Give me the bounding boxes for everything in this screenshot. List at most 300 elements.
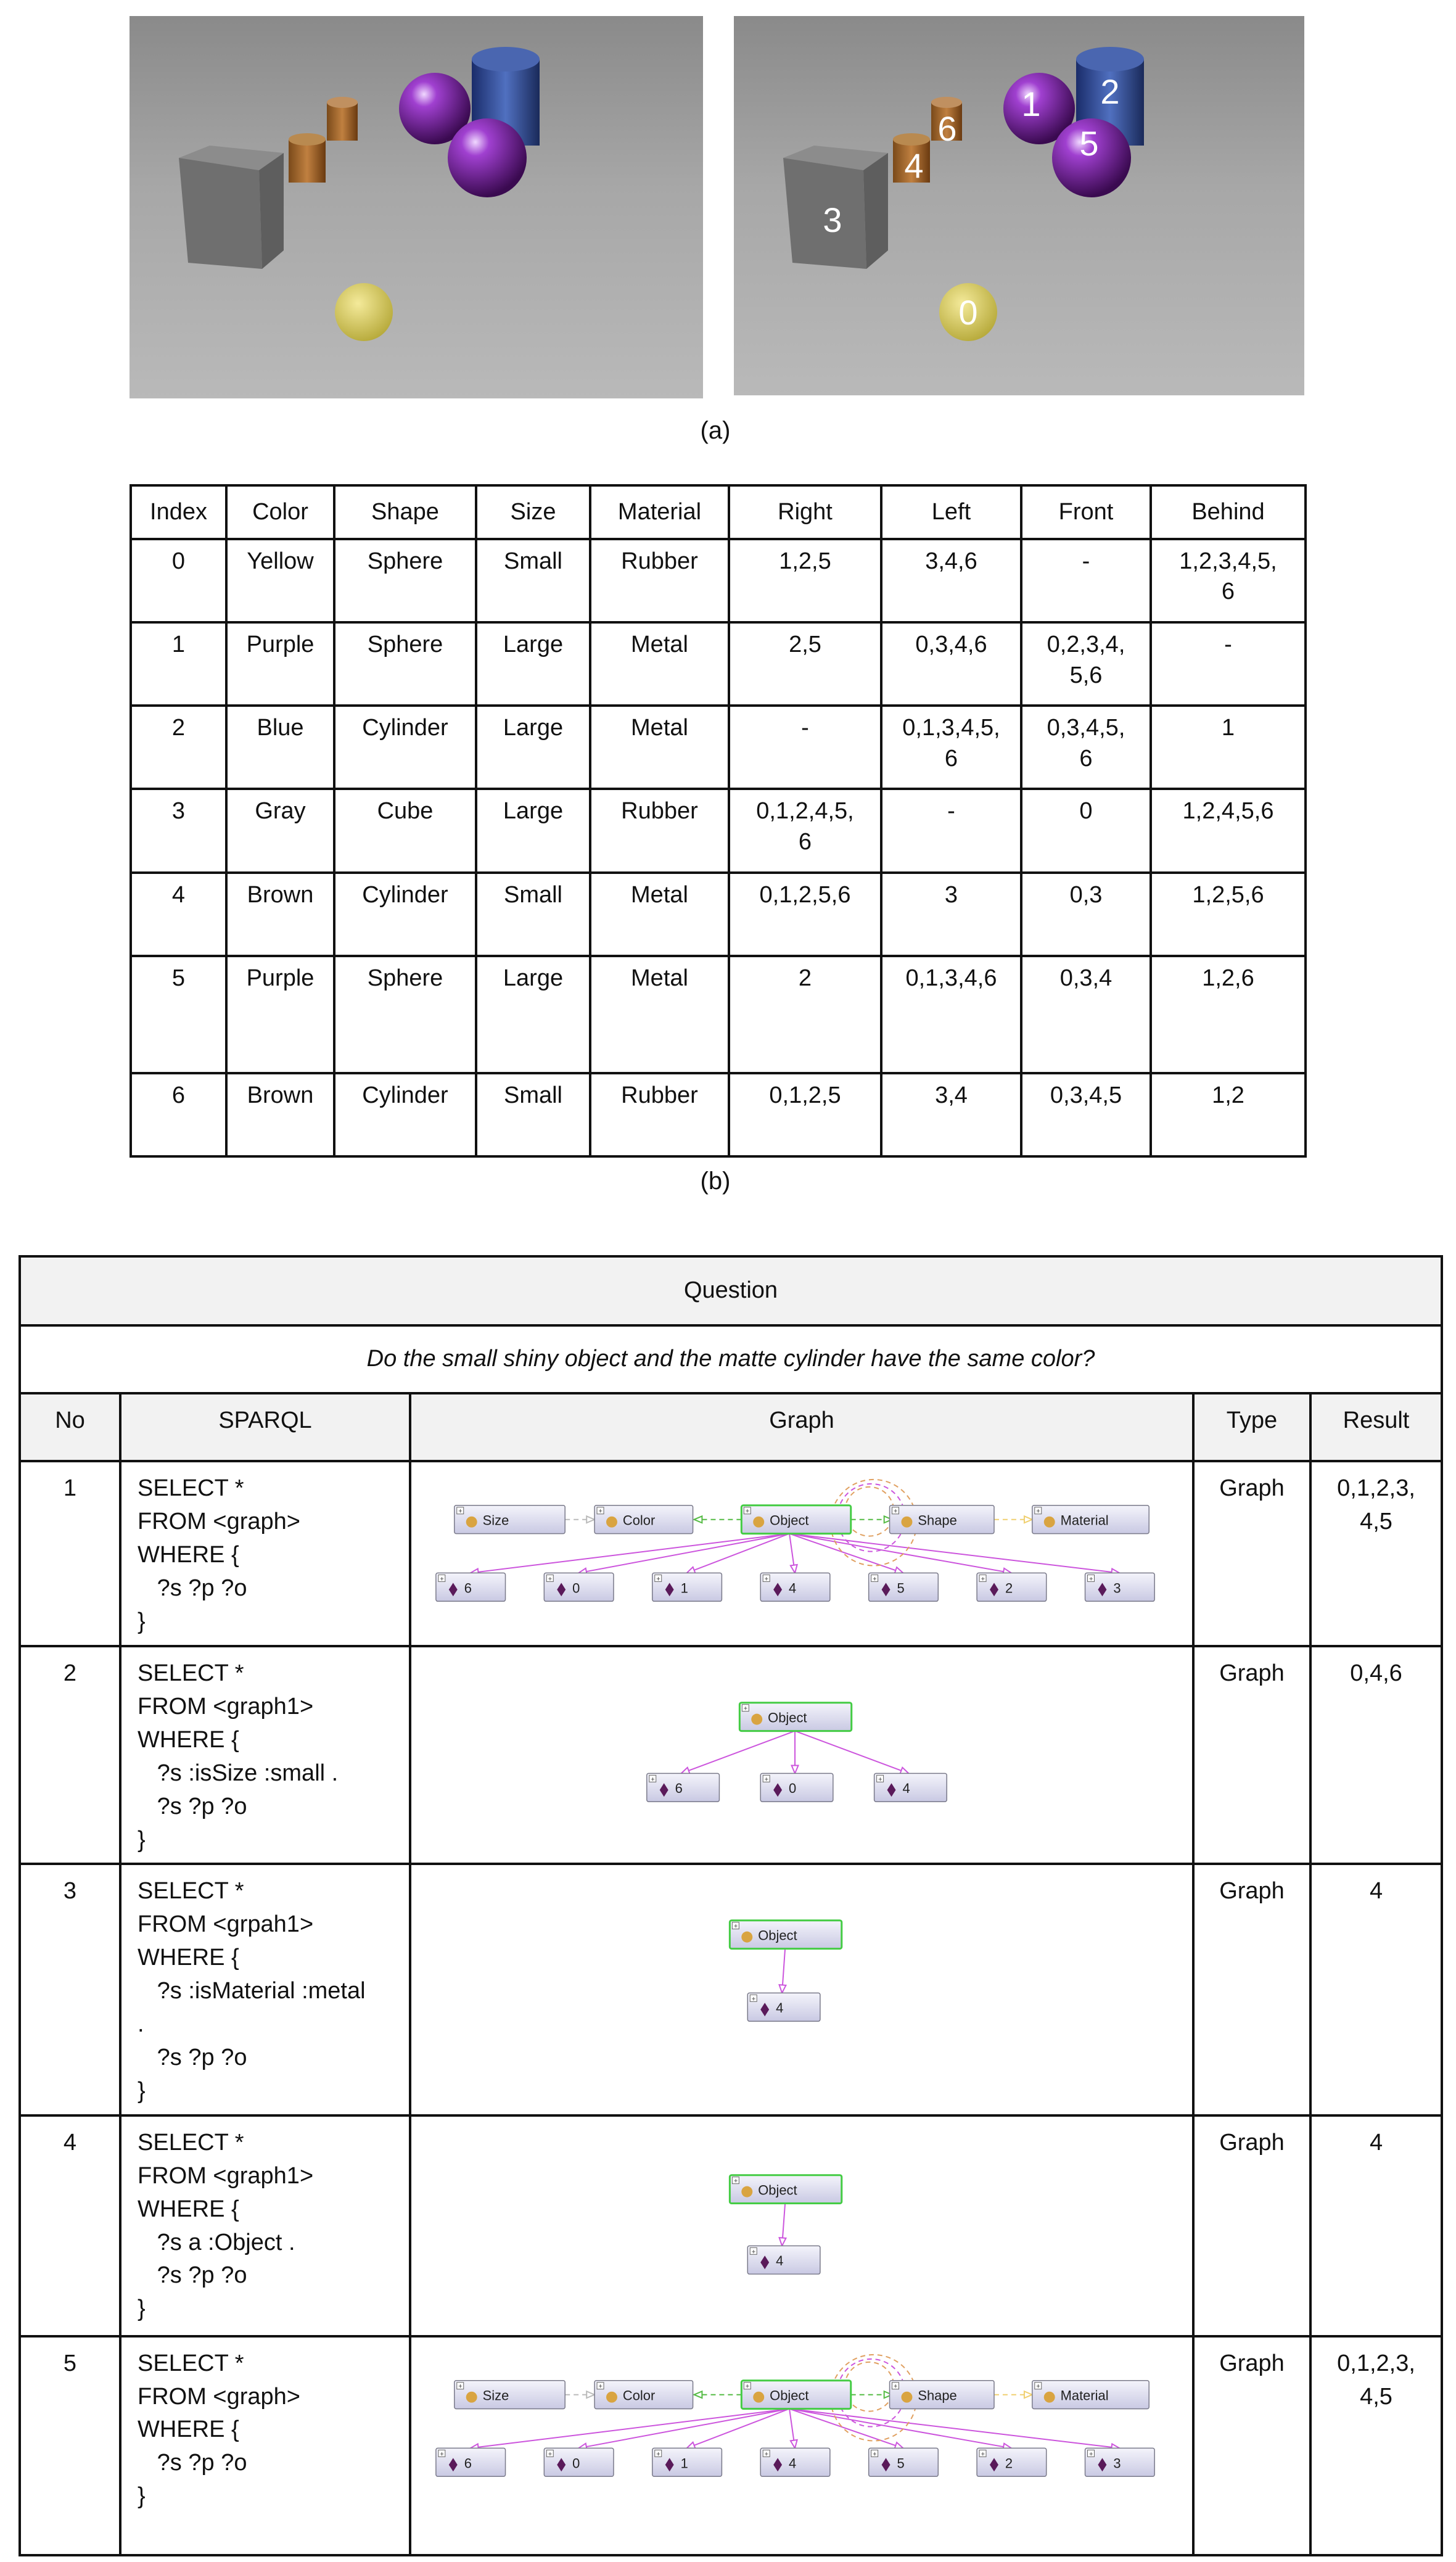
cell-front: - bbox=[1021, 539, 1151, 622]
cell-behind: 1,2,6 bbox=[1151, 956, 1306, 1073]
cell-material: Metal bbox=[590, 873, 729, 956]
class-dot-icon bbox=[606, 2391, 617, 2402]
column-no: No bbox=[20, 1393, 120, 1461]
class-dot-icon bbox=[751, 1714, 762, 1725]
sparql-line: ?s ?p ?o bbox=[138, 1575, 247, 1601]
expand-plus: + bbox=[764, 2450, 769, 2458]
cell-behind: 1,2,3,4,5, 6 bbox=[1151, 539, 1306, 622]
cell-index: 2 bbox=[131, 706, 226, 789]
expand-plus: + bbox=[458, 2383, 463, 2391]
sparql-query bbox=[120, 2115, 410, 2336]
edge-arrowhead bbox=[687, 1567, 696, 1573]
sparql-line: WHERE { bbox=[138, 1726, 239, 1753]
column-sparql: SPARQL bbox=[120, 1393, 410, 1461]
column-graph: Graph bbox=[410, 1393, 1193, 1461]
cell-shape: Cylinder bbox=[334, 873, 476, 956]
expand-plus: + bbox=[1036, 2383, 1040, 2391]
cell-size: Small bbox=[476, 1073, 590, 1156]
class-node[interactable] bbox=[741, 1505, 850, 1534]
sparql-line: ?s :isSize :small . bbox=[138, 1760, 339, 1786]
node-label: 1 bbox=[680, 2455, 688, 2471]
question-header: Question bbox=[20, 1256, 1442, 1325]
node-label: 4 bbox=[789, 1580, 797, 1596]
class-node[interactable] bbox=[730, 1921, 841, 1949]
type-value: Graph bbox=[1193, 1864, 1310, 2115]
ontology-graph bbox=[411, 1865, 1192, 2114]
cell-left: 3,4,6 bbox=[881, 539, 1021, 622]
instance-node[interactable] bbox=[747, 2246, 820, 2274]
instance-node[interactable] bbox=[760, 2448, 830, 2476]
edge bbox=[578, 1534, 789, 1573]
sparql-line: FROM <graph1> bbox=[138, 1694, 314, 1720]
object-label-2: 2 bbox=[1100, 72, 1120, 111]
ontology-graph bbox=[411, 2338, 1192, 2555]
cell-material: Metal bbox=[590, 706, 729, 789]
sparql-line: } bbox=[138, 1826, 146, 1853]
cell-color: Purple bbox=[226, 622, 334, 706]
sparql-query bbox=[120, 1461, 410, 1646]
sparql-line: WHERE { bbox=[138, 1541, 239, 1568]
cell-left: 0,3,4,6 bbox=[881, 622, 1021, 706]
node-label: Object bbox=[768, 1710, 807, 1726]
cell-right: 1,2,5 bbox=[729, 539, 881, 622]
self-loop-edge bbox=[845, 2362, 894, 2411]
sparql-line: WHERE { bbox=[138, 2416, 239, 2443]
row-number: 2 bbox=[20, 1646, 120, 1864]
node-label: Object bbox=[770, 2387, 809, 2403]
question-row bbox=[20, 1646, 1442, 1864]
cell-shape: Sphere bbox=[334, 622, 476, 706]
cell-front: 0,3 bbox=[1021, 873, 1151, 956]
attribute-table bbox=[130, 484, 1307, 1158]
attribute-row bbox=[131, 789, 1306, 872]
instance-node[interactable] bbox=[747, 1993, 820, 2021]
graph-cell bbox=[410, 1461, 1193, 1646]
scene-image-original bbox=[130, 16, 703, 398]
edge-arrowhead bbox=[1024, 2391, 1032, 2398]
cell-behind: 1,2,5,6 bbox=[1151, 873, 1306, 956]
class-node[interactable] bbox=[1032, 2380, 1149, 2408]
edge-arrowhead bbox=[681, 1768, 690, 1774]
edge bbox=[789, 1534, 1119, 1573]
expand-plus: + bbox=[548, 2450, 553, 2458]
expand-plus: + bbox=[1089, 2450, 1093, 2458]
edge-arrowhead bbox=[687, 2442, 696, 2448]
graph-cell bbox=[410, 2336, 1193, 2556]
expand-plus: + bbox=[745, 1507, 750, 1515]
class-dot-icon bbox=[606, 1517, 617, 1528]
question-table bbox=[19, 1255, 1443, 2556]
type-value: Graph bbox=[1193, 1646, 1310, 1864]
expand-plus: + bbox=[878, 1776, 882, 1784]
cell-index: 3 bbox=[131, 789, 226, 872]
node-label: 5 bbox=[897, 2455, 905, 2471]
sparql-query bbox=[120, 1646, 410, 1864]
header-color: Color bbox=[226, 485, 334, 539]
edge-arrowhead bbox=[792, 1766, 799, 1774]
expand-plus: + bbox=[440, 1575, 444, 1583]
cell-index: 4 bbox=[131, 873, 226, 956]
expand-plus: + bbox=[751, 1995, 756, 2003]
node-label: Color bbox=[622, 1512, 656, 1528]
result-value: 4 bbox=[1310, 2115, 1442, 2336]
cell-color: Blue bbox=[226, 706, 334, 789]
cell-shape: Cube bbox=[334, 789, 476, 872]
expand-plus: + bbox=[598, 2383, 603, 2391]
scene-image-annotated bbox=[734, 16, 1304, 395]
header-index: Index bbox=[131, 485, 226, 539]
edge-arrowhead bbox=[694, 1516, 702, 1523]
graph-cell bbox=[410, 1646, 1193, 1864]
cell-behind: 1,2,4,5,6 bbox=[1151, 789, 1306, 872]
expand-plus: + bbox=[981, 1575, 985, 1583]
node-label: 4 bbox=[902, 1781, 910, 1797]
edge-arrowhead bbox=[586, 2391, 594, 2398]
expand-plus: + bbox=[651, 1776, 655, 1784]
result-value: 0,1,2,3, 4,5 bbox=[1310, 2336, 1442, 2556]
cell-size: Large bbox=[476, 706, 590, 789]
sparql-line: FROM <grpah1> bbox=[138, 1911, 314, 1937]
node-label: Material bbox=[1060, 1512, 1109, 1528]
expand-plus: + bbox=[440, 2450, 444, 2458]
attribute-row bbox=[131, 1073, 1306, 1156]
expand-plus: + bbox=[764, 1575, 769, 1583]
header-behind: Behind bbox=[1151, 485, 1306, 539]
sparql-line: ?s a :Object . bbox=[138, 2229, 295, 2255]
class-dot-icon bbox=[753, 2391, 764, 2402]
sparql-line: } bbox=[138, 1608, 146, 1634]
class-node[interactable] bbox=[1032, 1505, 1149, 1534]
sparql-line: SELECT * bbox=[138, 1475, 244, 1501]
graph-cell bbox=[410, 1864, 1193, 2115]
expand-plus: + bbox=[733, 2177, 738, 2185]
question-row bbox=[20, 2115, 1442, 2336]
cell-color: Gray bbox=[226, 789, 334, 872]
class-dot-icon bbox=[753, 1517, 764, 1528]
class-node[interactable] bbox=[594, 2380, 693, 2408]
header-front: Front bbox=[1021, 485, 1151, 539]
object-label-3: 3 bbox=[823, 200, 842, 239]
class-dot-icon bbox=[741, 1932, 752, 1943]
class-dot-icon bbox=[741, 2186, 752, 2197]
cell-front: 0,2,3,4, 5,6 bbox=[1021, 622, 1151, 706]
class-node[interactable] bbox=[890, 2380, 994, 2408]
cell-right: 0,1,2,5 bbox=[729, 1073, 881, 1156]
class-node[interactable] bbox=[730, 2175, 841, 2203]
sparql-line: SELECT * bbox=[138, 2129, 244, 2156]
cell-front: 0 bbox=[1021, 789, 1151, 872]
edge-arrowhead bbox=[586, 1516, 594, 1523]
sparql-line: SELECT * bbox=[138, 1877, 244, 1904]
class-dot-icon bbox=[1044, 1517, 1055, 1528]
instance-node[interactable] bbox=[869, 2448, 939, 2476]
cell-shape: Sphere bbox=[334, 956, 476, 1073]
expand-plus: + bbox=[1036, 1507, 1040, 1515]
class-node[interactable] bbox=[890, 1505, 994, 1534]
sparql-line: WHERE { bbox=[138, 2196, 239, 2222]
node-label: 0 bbox=[789, 1781, 797, 1797]
cell-left: - bbox=[881, 789, 1021, 872]
expand-plus: + bbox=[894, 2383, 898, 2391]
graph-cell bbox=[410, 2115, 1193, 2336]
node-label: 6 bbox=[464, 1580, 472, 1596]
edge-arrowhead bbox=[1024, 1516, 1032, 1523]
instance-node[interactable] bbox=[977, 2448, 1047, 2476]
cell-index: 5 bbox=[131, 956, 226, 1073]
class-node[interactable] bbox=[454, 1505, 565, 1534]
instance-node[interactable] bbox=[436, 1573, 506, 1601]
sparql-line: } bbox=[138, 2483, 146, 2510]
result-value: 4 bbox=[1310, 1864, 1442, 2115]
cell-size: Small bbox=[476, 539, 590, 622]
edge bbox=[789, 2408, 903, 2448]
edge-arrowhead bbox=[779, 2238, 786, 2246]
ontology-graph bbox=[411, 2117, 1192, 2335]
cell-size: Small bbox=[476, 873, 590, 956]
question-header-row bbox=[20, 1256, 1442, 1325]
instance-node[interactable] bbox=[436, 2448, 506, 2476]
question-row bbox=[20, 2336, 1442, 2556]
class-node[interactable] bbox=[594, 1505, 693, 1534]
cell-right: 0,1,2,5,6 bbox=[729, 873, 881, 956]
attribute-row bbox=[131, 706, 1306, 789]
class-dot-icon bbox=[466, 1517, 477, 1528]
cell-index: 0 bbox=[131, 539, 226, 622]
object-label-4: 4 bbox=[904, 146, 924, 185]
cell-size: Large bbox=[476, 789, 590, 872]
header-material: Material bbox=[590, 485, 729, 539]
node-label: 4 bbox=[776, 2000, 784, 2016]
question-columns-row bbox=[20, 1393, 1442, 1461]
sparql-line: FROM <graph> bbox=[138, 1508, 300, 1534]
sparql-line: ?s :isMaterial :metal bbox=[138, 1977, 366, 2004]
row-number: 1 bbox=[20, 1461, 120, 1646]
cell-front: 0,3,4,5, 6 bbox=[1021, 706, 1151, 789]
cell-material: Rubber bbox=[590, 539, 729, 622]
header-right: Right bbox=[729, 485, 881, 539]
edge bbox=[578, 2408, 789, 2448]
caption-a: (a) bbox=[700, 417, 731, 444]
cell-size: Large bbox=[476, 622, 590, 706]
class-dot-icon bbox=[466, 2391, 477, 2402]
expand-plus: + bbox=[745, 2383, 750, 2391]
class-node[interactable] bbox=[739, 1703, 851, 1731]
cell-behind: 1 bbox=[1151, 706, 1306, 789]
ontology-graph bbox=[411, 1462, 1192, 1645]
cell-right: - bbox=[729, 706, 881, 789]
node-label: Material bbox=[1060, 2387, 1109, 2403]
attribute-row bbox=[131, 539, 1306, 622]
column-result: Result bbox=[1310, 1393, 1442, 1461]
cell-left: 3,4 bbox=[881, 1073, 1021, 1156]
class-node[interactable] bbox=[741, 2380, 850, 2408]
instance-node[interactable] bbox=[874, 1773, 947, 1802]
expand-plus: + bbox=[873, 1575, 877, 1583]
row-number: 5 bbox=[20, 2336, 120, 2556]
attribute-row bbox=[131, 873, 1306, 956]
type-value: Graph bbox=[1193, 2336, 1310, 2556]
edge bbox=[789, 2408, 1011, 2448]
sparql-line: FROM <graph> bbox=[138, 2383, 300, 2410]
cell-size: Large bbox=[476, 956, 590, 1073]
cell-behind: 1,2 bbox=[1151, 1073, 1306, 1156]
expand-plus: + bbox=[656, 1575, 660, 1583]
edge-arrowhead bbox=[779, 1985, 786, 1993]
cell-shape: Cylinder bbox=[334, 1073, 476, 1156]
expand-plus: + bbox=[733, 1922, 738, 1930]
object-label-1: 1 bbox=[1021, 84, 1041, 123]
header-size: Size bbox=[476, 485, 590, 539]
header-left: Left bbox=[881, 485, 1021, 539]
cell-right: 2,5 bbox=[729, 622, 881, 706]
sparql-line: ?s ?p ?o bbox=[138, 2044, 247, 2070]
cell-material: Metal bbox=[590, 622, 729, 706]
node-label: Color bbox=[622, 2387, 656, 2403]
node-label: Shape bbox=[918, 2387, 957, 2403]
edge-arrowhead bbox=[900, 1768, 909, 1774]
expand-plus: + bbox=[981, 2450, 985, 2458]
instance-node[interactable] bbox=[760, 1773, 833, 1802]
class-node[interactable] bbox=[454, 2380, 565, 2408]
node-label: Size bbox=[482, 1512, 509, 1528]
sparql-line: SELECT * bbox=[138, 2350, 244, 2376]
instance-node[interactable] bbox=[647, 1773, 720, 1802]
object-label-5: 5 bbox=[1079, 124, 1099, 163]
cell-color: Purple bbox=[226, 956, 334, 1073]
class-dot-icon bbox=[901, 1517, 912, 1528]
node-label: 4 bbox=[776, 2252, 784, 2268]
edge-arrowhead bbox=[791, 1565, 797, 1573]
expand-plus: + bbox=[764, 1776, 769, 1784]
cell-right: 2 bbox=[729, 956, 881, 1073]
attribute-row bbox=[131, 956, 1306, 1073]
node-label: 2 bbox=[1005, 2455, 1013, 2471]
class-dot-icon bbox=[901, 2391, 912, 2402]
node-label: 5 bbox=[897, 1580, 905, 1596]
cell-left: 0,1,3,4,6 bbox=[881, 956, 1021, 1073]
instance-node[interactable] bbox=[652, 2448, 722, 2476]
instance-node[interactable] bbox=[869, 1573, 939, 1601]
cell-front: 0,3,4,5 bbox=[1021, 1073, 1151, 1156]
edge bbox=[795, 1731, 908, 1774]
edge bbox=[789, 1534, 903, 1573]
cell-color: Brown bbox=[226, 873, 334, 956]
attribute-row bbox=[131, 622, 1306, 706]
edge bbox=[471, 2408, 789, 2448]
sparql-line: ?s ?p ?o bbox=[138, 2262, 247, 2289]
node-label: 3 bbox=[1113, 2455, 1121, 2471]
node-label: 0 bbox=[572, 2455, 580, 2471]
cell-shape: Cylinder bbox=[334, 706, 476, 789]
instance-node[interactable] bbox=[1085, 2448, 1155, 2476]
cell-left: 3 bbox=[881, 873, 1021, 956]
column-type: Type bbox=[1193, 1393, 1310, 1461]
question-text-row bbox=[20, 1325, 1442, 1393]
cell-material: Rubber bbox=[590, 1073, 729, 1156]
edge bbox=[789, 2408, 1119, 2448]
result-value: 0,1,2,3, 4,5 bbox=[1310, 1461, 1442, 1646]
node-label: 6 bbox=[464, 2455, 472, 2471]
node-label: 1 bbox=[680, 1580, 688, 1596]
cell-color: Yellow bbox=[226, 539, 334, 622]
node-label: 0 bbox=[572, 1580, 580, 1596]
cell-left: 0,1,3,4,5, 6 bbox=[881, 706, 1021, 789]
sparql-line: } bbox=[138, 2077, 146, 2104]
expand-plus: + bbox=[458, 1507, 463, 1515]
type-value: Graph bbox=[1193, 1461, 1310, 1646]
sparql-query bbox=[120, 1864, 410, 2115]
expand-plus: + bbox=[656, 2450, 660, 2458]
edge bbox=[789, 1534, 1011, 1573]
node-label: 4 bbox=[789, 2455, 797, 2471]
cell-index: 1 bbox=[131, 622, 226, 706]
instance-node[interactable] bbox=[544, 2448, 614, 2476]
self-loop-edge bbox=[845, 1487, 894, 1536]
question-row bbox=[20, 1864, 1442, 2115]
cell-material: Metal bbox=[590, 956, 729, 1073]
edge-arrowhead bbox=[694, 2391, 702, 2398]
expand-plus: + bbox=[894, 1507, 898, 1515]
question-row bbox=[20, 1461, 1442, 1646]
node-label: Object bbox=[758, 1927, 797, 1943]
sparql-line: SELECT * bbox=[138, 1660, 244, 1687]
instance-node[interactable] bbox=[544, 1573, 614, 1601]
cell-right: 0,1,2,4,5, 6 bbox=[729, 789, 881, 872]
instance-node[interactable] bbox=[652, 1573, 722, 1601]
sparql-line: . bbox=[138, 2011, 144, 2037]
result-value: 0,4,6 bbox=[1310, 1646, 1442, 1864]
edge bbox=[471, 1534, 789, 1573]
instance-node[interactable] bbox=[1085, 1573, 1155, 1601]
sparql-line: ?s ?p ?o bbox=[138, 2450, 247, 2476]
sparql-line: FROM <graph1> bbox=[138, 2162, 314, 2189]
expand-plus: + bbox=[1089, 1575, 1093, 1583]
node-label: Object bbox=[770, 1512, 809, 1528]
class-dot-icon bbox=[1044, 2391, 1055, 2402]
cell-material: Rubber bbox=[590, 789, 729, 872]
header-shape: Shape bbox=[334, 485, 476, 539]
object-label-6: 6 bbox=[937, 109, 957, 148]
expand-plus: + bbox=[751, 2247, 756, 2255]
cell-front: 0,3,4 bbox=[1021, 956, 1151, 1073]
sparql-line: } bbox=[138, 2296, 146, 2322]
cell-shape: Sphere bbox=[334, 539, 476, 622]
row-number: 4 bbox=[20, 2115, 120, 2336]
edge-arrowhead bbox=[791, 2439, 797, 2447]
expand-plus: + bbox=[548, 1575, 553, 1583]
caption-b: (b) bbox=[700, 1168, 731, 1195]
instance-node[interactable] bbox=[977, 1573, 1047, 1601]
node-label: 6 bbox=[675, 1781, 683, 1797]
ontology-graph bbox=[411, 1647, 1192, 1863]
expand-plus: + bbox=[598, 1507, 603, 1515]
node-label: Size bbox=[482, 2387, 509, 2403]
type-value: Graph bbox=[1193, 2115, 1310, 2336]
row-number: 3 bbox=[20, 1864, 120, 2115]
question-text: Do the small shiny object and the matte cylinder have the same color? bbox=[20, 1325, 1442, 1393]
cell-behind: - bbox=[1151, 622, 1306, 706]
node-label: Shape bbox=[918, 1512, 957, 1528]
object-label-0: 0 bbox=[958, 293, 978, 332]
node-label: 3 bbox=[1113, 1580, 1121, 1596]
expand-plus: + bbox=[743, 1705, 748, 1713]
cell-index: 6 bbox=[131, 1073, 226, 1156]
sparql-query bbox=[120, 2336, 410, 2556]
instance-node[interactable] bbox=[760, 1573, 830, 1601]
expand-plus: + bbox=[873, 2450, 877, 2458]
edge bbox=[681, 1731, 795, 1774]
sparql-line: ?s ?p ?o bbox=[138, 1793, 247, 1819]
